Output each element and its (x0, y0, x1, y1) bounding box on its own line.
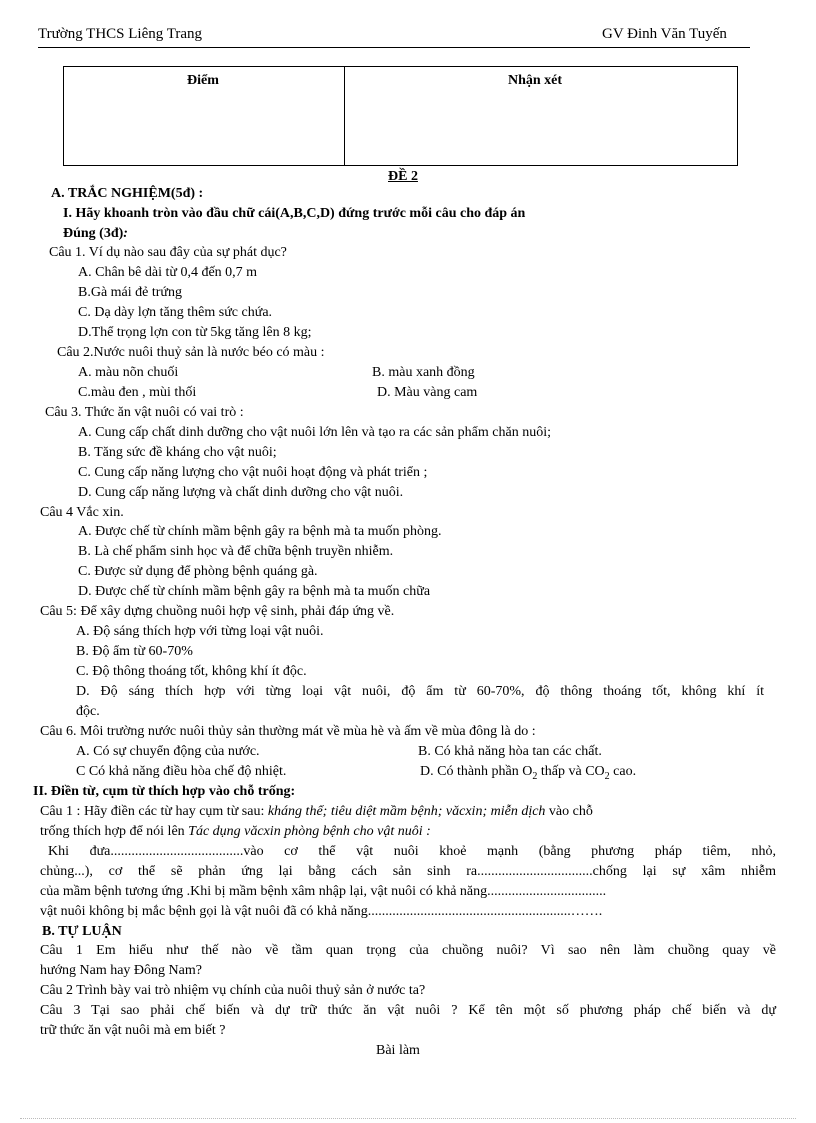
school-name: Trường THCS Liêng Trang (38, 26, 203, 42)
q6-option-c: C Có khả năng điều hòa chế độ nhiệt. (76, 764, 287, 779)
teacher-name: GV Đinh Văn Tuyến (602, 26, 727, 42)
essay-question-3: Câu 3 Tại sao phải chế biến và dự trữ thức ăn vật nuôi ? Kể tên một số phương pháp chế biến và dự (40, 1003, 776, 1018)
q6-option-d: D. Có thành phần $O_2$ thấp và $CO_2$ cao. (420, 764, 637, 782)
q4-option-d: D. Được chế từ chính mầm bệnh gây ra bệnh mà ta muốn chữa (78, 584, 431, 599)
question-6: Câu 6. Môi trường nước nuôi thủy sản thường mát về mùa hè và ấm về mùa đông là do : (40, 724, 536, 739)
essay-question-2: Câu 2 Trình bày vai trò nhiệm vụ chính của nuôi thuỷ sản ở nước ta? (40, 983, 426, 998)
fill-paragraph-line-2: chủng...), cơ thể sẽ phản ứng lại bằng cách sản sinh ra.................................chống lại sự xâm nhiễm (40, 864, 776, 879)
q2-option-a: A. màu nõn chuối (78, 365, 179, 380)
grade-table-divider (344, 67, 345, 165)
question-2: Câu 2.Nước nuôi thuỷ sản là nước béo có màu : (57, 345, 325, 360)
q3-option-c: C. Cung cấp năng lượng cho vật nuôi hoạt động và phát triển ; (78, 465, 428, 480)
q1-option-d: D.Thể trọng lợn con từ 5kg tăng lên 8 kg; (78, 325, 312, 340)
part-a-title: A. TRẮC NGHIỆM(5đ) : (51, 186, 204, 201)
essay-question-1-cont: hướng Nam hay Đông Nam? (40, 963, 202, 978)
fill-question-1-cont: trống thích hợp để nói lên Tác dụng văcxin phòng bệnh cho vật nuôi : (40, 824, 431, 839)
q4-option-a: A. Được chế từ chính mầm bệnh gây ra bệnh mà ta muốn phòng. (78, 524, 442, 539)
q4-option-b: B. Là chế phẩm sinh học và để chữa bệnh truyền nhiễm. (78, 544, 394, 559)
question-3: Câu 3. Thức ăn vật nuôi có vai trò : (45, 405, 244, 420)
section-1-instruction-cont: Đúng (3đ): (63, 226, 128, 241)
q6-option-a: A. Có sự chuyển động của nước. (76, 744, 260, 759)
grade-table (63, 66, 738, 166)
header-rule (38, 47, 750, 48)
q5-option-c: C. Độ thông thoáng tốt, không khí ít độc. (76, 664, 307, 679)
q4-option-c: C. Được sử dụng để phòng bệnh quáng gà. (78, 564, 318, 579)
q3-option-b: B. Tăng sức đề kháng cho vật nuôi; (78, 445, 277, 460)
q1-option-b: B.Gà mái đẻ trứng (78, 285, 183, 300)
q5-option-d-cont: độc. (76, 704, 100, 719)
fill-paragraph-line-1: Khi đưa......................................vào cơ thể vật nuôi khoẻ mạnh (bằng phương pháp tiêm, nhỏ, (48, 844, 776, 859)
q5-option-a: A. Độ sáng thích hợp với từng loại vật nuôi. (76, 624, 324, 639)
question-5: Câu 5: Để xây dựng chuồng nuôi hợp vệ sinh, phải đáp ứng về. (40, 604, 395, 619)
q2-option-d: D. Màu vàng cam (377, 385, 478, 400)
question-1: Câu 1. Ví dụ nào sau đây của sự phát dục? (49, 245, 287, 260)
essay-question-1: Câu 1 Em hiểu như thế nào về tầm quan trọng của chuồng nuôi? Vì sao nên làm chuồng quay về (40, 943, 776, 958)
fill-paragraph-line-4: vật nuôi không bị mắc bệnh gọi là vật nuôi đã có khả năng..........................................................……. (40, 904, 603, 919)
q6-option-b: B. Có khả năng hòa tan các chất. (418, 744, 602, 759)
fill-paragraph-line-3: của mầm bệnh tương ứng .Khi bị mầm bệnh xâm nhập lại, vật nuôi có khả năng.................................. (40, 884, 607, 899)
q5-option-b: B. Độ ẩm từ 60-70% (76, 644, 193, 659)
question-4: Câu 4 Vắc xin. (40, 505, 124, 520)
essay-question-3-cont: trữ thức ăn vật nuôi mà em biết ? (40, 1023, 226, 1038)
q1-option-c: C. Dạ dày lợn tăng thêm sức chứa. (78, 305, 273, 320)
fill-question-1: Câu 1 : Hãy điền các từ hay cụm từ sau: kháng thể; tiêu diệt mầm bệnh; văcxin; miễn dịch vào chỗ (40, 804, 593, 819)
comment-label: Nhận xét (508, 73, 563, 88)
score-label: Điểm (187, 73, 219, 88)
section-1-instruction: I. Hãy khoanh tròn vào đầu chữ cái(A,B,C,D) đứng trước mỗi câu cho đáp án (63, 206, 526, 221)
page-bottom-border (20, 1118, 796, 1119)
part-b-title: B. TỰ LUẬN (42, 924, 122, 939)
q5-option-d: D. Độ sáng thích hợp với từng loại vật nuôi, độ ẩm từ 60-70%, độ thông thoáng tốt, không khí ít (76, 684, 764, 699)
q3-option-d: D. Cung cấp năng lượng và chất dinh dưỡng cho vật nuôi. (78, 485, 404, 500)
exam-title: ĐỀ 2 (388, 169, 418, 184)
part-ii-title: II. Điền từ, cụm từ thích hợp vào chỗ trống: (33, 784, 296, 799)
q2-option-b: B. màu xanh đồng (372, 365, 475, 380)
q3-option-a: A. Cung cấp chất dinh dưỡng cho vật nuôi lớn lên và tạo ra các sản phẩm chăn nuôi; (78, 425, 551, 440)
q2-option-c: C.màu đen , mùi thối (78, 385, 197, 400)
answer-heading: Bài làm (376, 1043, 420, 1058)
q1-option-a: A. Chân bê dài từ 0,4 đến 0,7 m (78, 265, 258, 280)
